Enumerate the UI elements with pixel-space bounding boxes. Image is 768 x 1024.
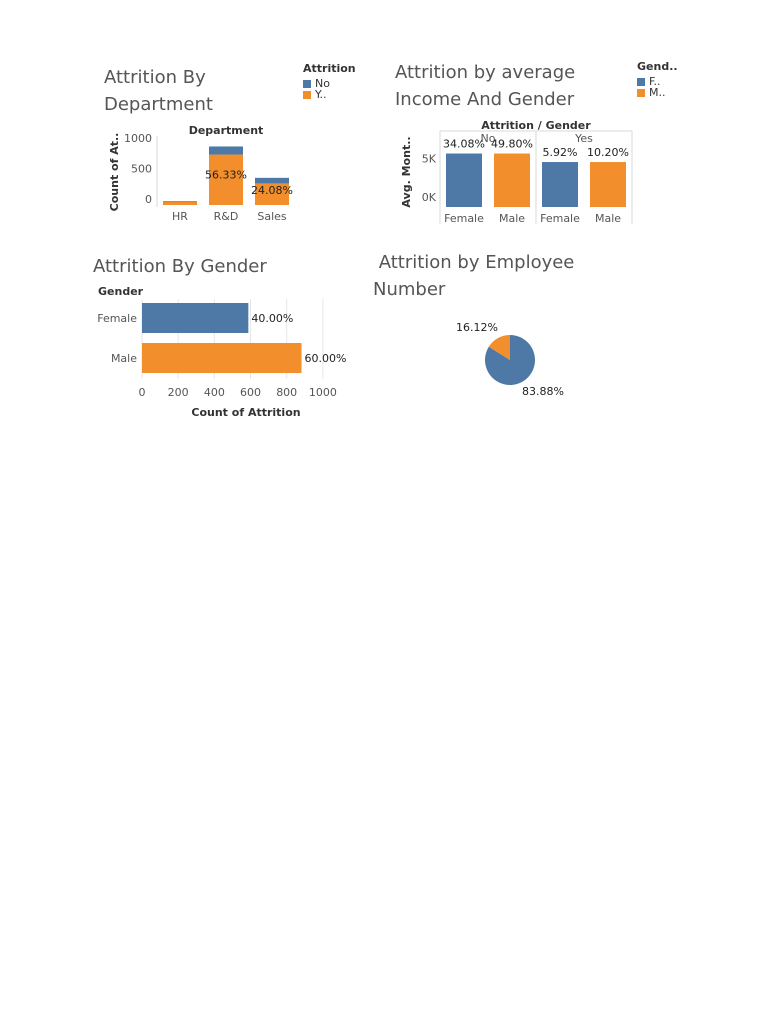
gender-chart-title: Attrition By Gender: [93, 256, 267, 277]
gender-x-tick-label-3: 600: [240, 386, 262, 399]
gender-data-label-1: 60.00%: [304, 352, 347, 365]
income-data-label-1: 49.80%: [491, 137, 533, 151]
income-bar-3: [590, 162, 626, 207]
dept-data-label-1: 56.33%: [205, 168, 247, 182]
gender-x-tick-label-2: 400: [203, 386, 225, 399]
income-y-tick-label-1: 5K: [421, 152, 436, 166]
gender-data-label-0: 40.00%: [251, 312, 294, 325]
employee-title-line2: Number: [373, 279, 446, 300]
dept-bar-no-0: [163, 202, 197, 205]
income-y-axis-label: Avg. Mont..: [400, 136, 413, 208]
dept-bar-yes-2: [255, 178, 289, 184]
dept-x-tick-label-1: R&D: [213, 210, 239, 223]
dept-y-axis-label: Count of At..: [108, 132, 121, 212]
swatch-icon: [637, 78, 645, 86]
pie-label-1: 16.12%: [456, 321, 498, 334]
gender-x-tick-label-0: 0: [138, 386, 146, 399]
gender-row-header: Gender: [98, 285, 144, 298]
income-x-tick-label-1: Male: [498, 212, 526, 225]
dept-title-line1: Attrition By: [104, 67, 206, 88]
income-legend[interactable]: [637, 60, 678, 99]
income-bar-2: [542, 162, 578, 207]
gender-x-axis-label: Count of Attrition: [191, 406, 301, 419]
income-data-label-2: 5.92%: [542, 146, 578, 160]
income-legend-title: Gend..: [637, 60, 678, 73]
pie-label-0: 83.88%: [522, 385, 564, 398]
gender-x-tick-label-5: 1000: [308, 386, 337, 399]
dept-x-tick-label-2: Sales: [257, 210, 287, 223]
dept-legend-label-yes: Y..: [315, 88, 327, 101]
income-x-tick-label-0: Female: [444, 212, 484, 225]
dept-header: Department: [188, 124, 264, 137]
gender-x-tick-label-4: 800: [276, 386, 298, 399]
income-chart-title: [395, 59, 575, 113]
income-legend-item-male[interactable]: [637, 86, 678, 99]
dept-bar-yes-1: [209, 146, 243, 154]
income-group-label-0: No: [480, 132, 496, 145]
dept-y-tick-label-2: 1000: [124, 132, 152, 146]
gender-bar-0: [142, 303, 248, 333]
income-title-line1: Attrition by average: [395, 62, 576, 83]
income-x-tick-label-3: Male: [594, 212, 622, 225]
employee-chart-title: [373, 249, 574, 303]
income-legend-label-female: F..: [649, 75, 661, 88]
income-y-tick-label-0: 0K: [421, 191, 436, 204]
gender-bar-1: [142, 343, 302, 373]
dept-title-line2: Department: [104, 94, 213, 115]
dept-bar-yes-0: [163, 201, 197, 202]
income-title-line2: Income And Gender: [395, 89, 575, 110]
dept-x-tick-label-0: HR: [172, 210, 188, 223]
income-header: Attrition / Gender: [481, 119, 591, 132]
dept-y-tick-label-0: 0: [145, 193, 152, 206]
income-bar-1: [494, 154, 530, 207]
swatch-icon: [637, 89, 645, 97]
employee-title-line1: Attrition by Employee: [373, 252, 575, 273]
income-legend-label-male: M..: [649, 86, 666, 99]
income-group-label-1: Yes: [575, 132, 593, 145]
income-data-label-3: 10.20%: [587, 146, 629, 160]
gender-y-tick-label-1: Male: [110, 352, 137, 365]
income-data-label-0: 34.08%: [443, 137, 485, 151]
dept-y-tick-label-1: 500: [131, 162, 152, 176]
income-bar-0: [446, 154, 482, 207]
gender-x-tick-label-1: 200: [167, 386, 189, 399]
income-x-tick-label-2: Female: [540, 212, 580, 225]
dept-legend-title: Attrition: [303, 62, 356, 75]
dept-legend-label-no: No: [315, 77, 330, 90]
dept-data-label-2: 24.08%: [251, 183, 293, 197]
gender-y-tick-label-0: Female: [97, 312, 137, 325]
